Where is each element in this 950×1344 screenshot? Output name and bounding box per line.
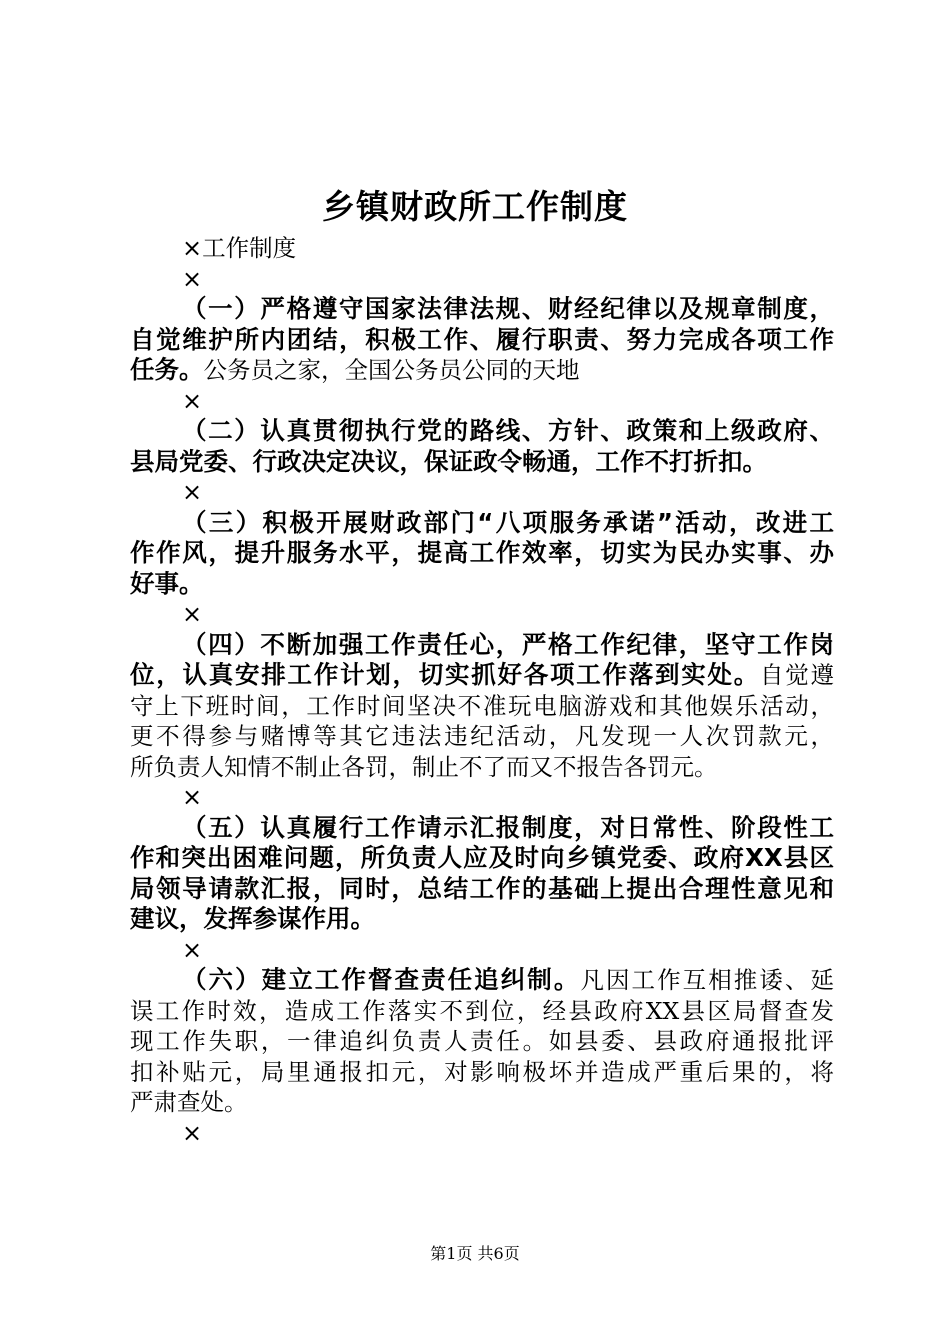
- bold-text-segment: 建议，发挥参谋作用。: [130, 904, 375, 933]
- separator-line: [130, 264, 834, 295]
- bold-text-segment: 作作风，提升服务水平，提高工作效率，切实为民办实事、办: [130, 538, 834, 567]
- light-text-segment: 扣补贴元，局里通报扣元，对影响极坏并造成严重后果的，将: [130, 1057, 834, 1086]
- separator-line: [130, 782, 834, 813]
- light-text-segment: 凡因工作互相推诿、延: [580, 966, 834, 994]
- light-text-segment: 守上下班时间，工作时间坚决不准玩电脑游戏和其他娱乐活动，: [130, 691, 834, 720]
- paragraph-line: [130, 355, 834, 386]
- light-text-segment: 公务员之家，全国公务员公同的天地: [203, 356, 580, 384]
- bold-text-segment: （二）认真贯彻执行党的路线、方针、政策和上级政府、: [182, 416, 834, 445]
- bold-text-segment: 位，认真安排工作计划，切实抓好各项工作落到实处。: [130, 660, 760, 689]
- bold-text-segment: （五）认真履行工作请示汇报制度，对日常性、阶段性工: [182, 812, 834, 842]
- light-text-segment: 所负责人知情不制止各罚，制止不了而又不报告各罚元。: [130, 752, 718, 781]
- separator-line: [130, 386, 834, 417]
- separator-line: [130, 599, 834, 630]
- paragraph-line: [130, 630, 834, 661]
- cross-mark: ×: [182, 783, 203, 811]
- bold-text-segment: （四）不断加强工作责任心，严格工作纪律，坚守工作岗: [182, 629, 834, 659]
- paragraph-line: [130, 416, 834, 447]
- document-body: [130, 233, 834, 1148]
- paragraph-line: [130, 294, 834, 325]
- paragraph: [130, 813, 834, 935]
- paragraph-line: [130, 447, 834, 478]
- separator-line: [130, 935, 834, 966]
- light-text-segment: 现工作失职，一律追纠负责人责任。如县委、县政府通报批评: [130, 1027, 834, 1055]
- paragraph-line: [130, 691, 834, 722]
- bold-text-segment: 任务。: [130, 355, 204, 384]
- paragraph: [130, 508, 834, 600]
- paragraph-line: [130, 325, 834, 356]
- light-text-segment: 严肃查处。: [130, 1088, 248, 1116]
- bold-text-segment: 局领导请款汇报，同时，总结工作的基础上提出合理性意见和: [130, 873, 834, 903]
- intro-line: [130, 233, 834, 264]
- cross-mark: ×: [182, 478, 203, 506]
- bold-text-segment: （一）严格遵守国家法律法规、财经纪律以及规章制度，: [182, 294, 834, 323]
- paragraph-line: [130, 843, 834, 874]
- paragraph-line: [130, 904, 834, 935]
- separator-line: [130, 477, 834, 508]
- paragraph-line: [130, 569, 834, 600]
- paragraph-line: [130, 813, 834, 844]
- paragraph-line: [130, 1087, 834, 1118]
- bold-text-segment: （六）建立工作督查责任追纠制。: [182, 965, 581, 994]
- light-text-segment: 自觉遵: [760, 661, 834, 689]
- cross-mark: ×: [182, 264, 203, 293]
- cross-mark: ×: [182, 386, 203, 415]
- paragraph-line: [130, 874, 834, 905]
- bold-text-segment: 作和突出困难问题，所负责人应及时向乡镇党委、政府XX县区: [130, 843, 834, 872]
- light-text-segment: 更不得参与赌博等其它违法违纪活动，凡发现一人次罚款元，: [130, 722, 834, 750]
- paragraph-line: [130, 538, 834, 569]
- paragraph-line: [130, 752, 834, 783]
- intro-text: 工作制度: [202, 234, 297, 262]
- paragraph: [130, 416, 834, 477]
- bold-text-segment: 县局党委、行政决定决议，保证政令畅通，工作不打折扣。: [130, 446, 767, 476]
- separator-line: [130, 1118, 834, 1149]
- paragraph-line: [130, 721, 834, 752]
- bold-text-segment: （三）积极开展财政部门“八项服务承诺”活动，改进工: [182, 507, 834, 537]
- cross-mark: ×: [182, 234, 203, 262]
- light-text-segment: 误工作时效，造成工作落实不到位，经县政府XX县区局督查发: [130, 996, 834, 1025]
- cross-mark: ×: [182, 935, 203, 964]
- paragraph-line: [130, 1057, 834, 1088]
- paragraph: [130, 630, 834, 783]
- paragraph-line: [130, 996, 834, 1027]
- bold-text-segment: 好事。: [130, 568, 204, 598]
- paragraph-line: [130, 660, 834, 691]
- cross-mark: ×: [182, 600, 203, 628]
- bold-text-segment: 自觉维护所内团结，积极工作、履行职责、努力完成各项工作: [130, 324, 834, 354]
- document-title: 乡镇财政所工作制度: [322, 187, 628, 226]
- page-footer: 第1页 共6页: [430, 1244, 520, 1263]
- paragraph: [130, 294, 834, 386]
- paragraph-line: [130, 1026, 834, 1057]
- paragraph: [130, 965, 834, 1118]
- paragraph-line: [130, 508, 834, 539]
- cross-mark: ×: [182, 1118, 203, 1147]
- paragraph-line: [130, 965, 834, 996]
